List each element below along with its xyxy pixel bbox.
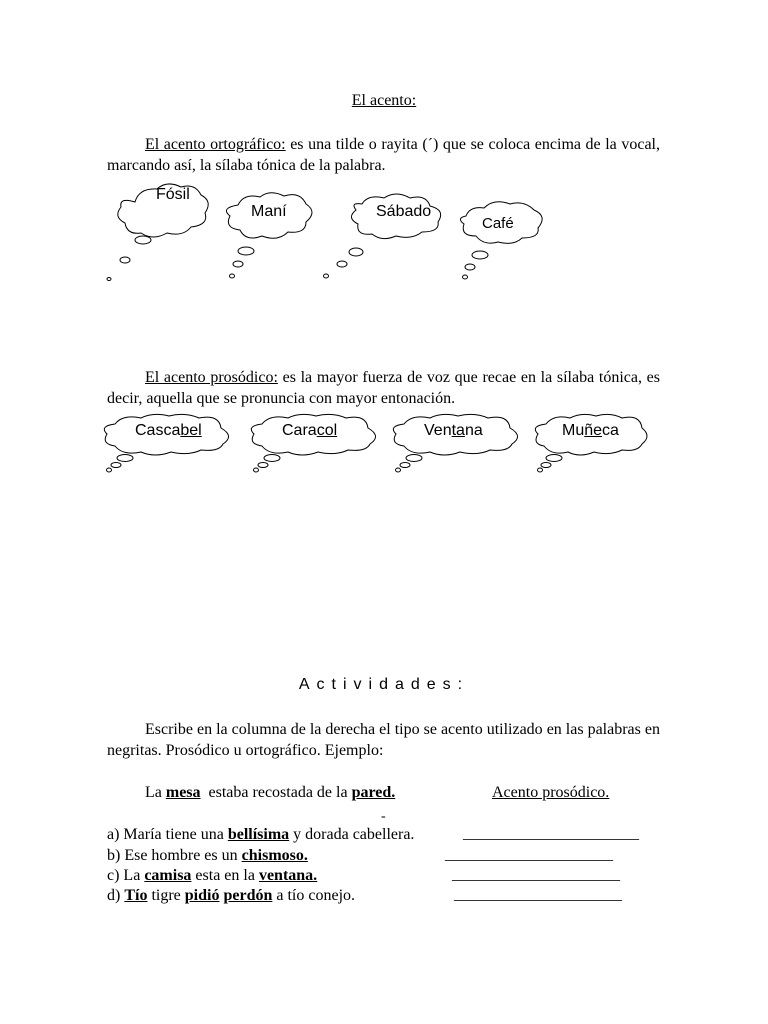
item-c: c) La camisa esta en la ventana. xyxy=(107,867,318,884)
prosodico-paragraph xyxy=(107,367,660,409)
cloud-word-ventana: Ventana xyxy=(424,422,483,439)
stray-dash: - xyxy=(381,809,386,824)
example-answer: Acento prosódico. xyxy=(492,784,610,801)
cloud-word-mani: Maní xyxy=(251,203,287,220)
cloud-word-cascabel: Cascabel xyxy=(135,422,202,439)
cloud-word-sabado: Sábado xyxy=(376,203,432,220)
thought-cloud-ventana xyxy=(392,414,527,474)
answer-blank-d[interactable]: _____________________ xyxy=(454,886,622,903)
example-sentence: La mesa estaba recostada de la pared. xyxy=(145,784,396,801)
thought-cloud-caracol xyxy=(250,414,385,474)
thought-cloud-cascabel xyxy=(103,414,238,474)
cloud-word-fosil: Fósil xyxy=(156,186,190,203)
answer-blank-b[interactable]: _____________________ xyxy=(445,846,613,863)
item-d: d) Tío tigre pidió perdón a tío conejo. xyxy=(107,887,356,904)
thought-cloud-cafe xyxy=(458,200,553,285)
ortografico-paragraph xyxy=(107,134,660,176)
answer-blank-c[interactable]: _____________________ xyxy=(452,866,620,883)
prosodico-definition: es la mayor fuerza de voz que recae en la sílaba tónica, es decir, aquella que se pronuncia con mayor entonación. xyxy=(107,369,661,407)
cloud-shape-icon xyxy=(458,200,553,285)
cloud-word-cafe: Café xyxy=(482,215,514,232)
page-title: El acento: xyxy=(351,92,417,109)
instructions-paragraph xyxy=(107,719,660,761)
ortografico-term: El acento ortográfico: xyxy=(145,136,286,153)
item-b: b) Ese hombre es un chismoso. xyxy=(107,847,308,864)
thought-cloud-mani xyxy=(224,193,334,288)
answer-blank-a[interactable]: ______________________ xyxy=(463,825,639,842)
item-a: a) María tiene una bellísima y dorada cabellera. xyxy=(107,826,415,843)
thought-cloud-fosil xyxy=(105,176,215,286)
instructions-text: Escribe en la columna de la derecha el tipo se acento utilizado en las palabras en negritas. Prosódico u ortográfico. Ejemplo: xyxy=(107,721,660,759)
cloud-word-muneca: Muñeca xyxy=(562,422,619,439)
thought-cloud-muneca xyxy=(534,414,659,474)
example-word-pared: pared. xyxy=(351,784,396,801)
cloud-word-caracol: Caracol xyxy=(282,422,338,439)
ortografico-definition: es una tilde o rayita (´) que se coloca encima de la vocal, marcando así, la sílaba tónica de la palabra. xyxy=(107,136,660,174)
prosodico-term: El acento prosódico: xyxy=(145,369,278,386)
actividades-heading: Actividades: xyxy=(298,676,470,693)
thought-cloud-sabado xyxy=(320,194,460,286)
example-word-mesa: mesa xyxy=(165,784,201,801)
